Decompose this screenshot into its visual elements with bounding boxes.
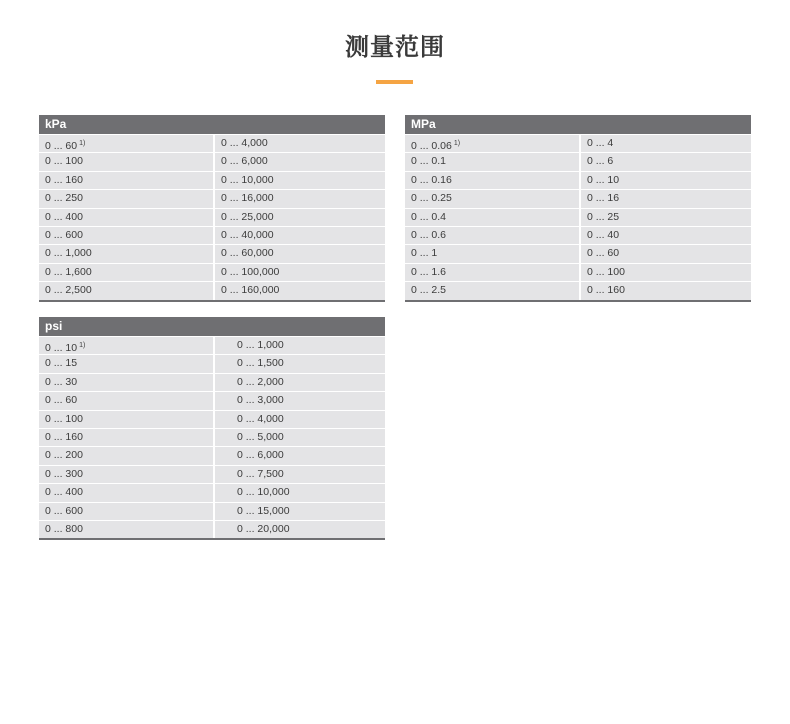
range-cell-right: 0 ... 60,000 [221,247,274,260]
range-value: 0 ... 600 [45,504,83,517]
range-value: 0 ... 0.16 [411,173,452,186]
range-cell-left [39,282,215,299]
table-row [405,189,751,207]
range-cell-right: 0 ... 1,500 [237,357,284,370]
table-row [39,428,385,446]
table-row [39,263,385,281]
range-cell-left [39,245,215,262]
range-value: 0 ... 30 [45,375,78,388]
range-cell-left [39,337,215,354]
kpa-range-table [39,115,385,302]
page-title: 测量范围 [345,33,445,61]
range-cell-left [405,135,581,152]
mpa-table-header: MPa [405,115,751,134]
range-cell-right: 0 ... 160,000 [221,284,280,297]
range-cell-right: 0 ... 40 [587,228,620,241]
range-value: 0 ... 100 [45,412,83,425]
range-value: 0 ... 60 [45,140,78,152]
title-underline [376,80,413,84]
range-cell-right: 0 ... 10,000 [237,486,290,499]
table-row [39,244,385,262]
table-row [405,263,751,281]
footnote-marker: 1) [453,140,461,147]
table-row [39,226,385,244]
range-value: 0 ... 1,000 [45,247,92,260]
range-value: 0 ... 400 [45,210,83,223]
range-cell-right: 0 ... 1,000 [237,339,284,351]
range-cell-right: 0 ... 2,000 [237,375,284,388]
range-cell-left [405,153,581,170]
range-cell-right: 0 ... 4,000 [221,137,268,149]
range-cell-right: 0 ... 6,000 [221,155,268,168]
table-row [39,502,385,520]
range-cell-left [405,172,581,189]
range-value: 0 ... 250 [45,192,83,205]
range-cell-left [39,466,215,483]
range-cell-right: 0 ... 20,000 [237,522,290,535]
table-row [39,446,385,464]
range-value: 0 ... 200 [45,449,83,462]
range-cell-right: 0 ... 100,000 [221,265,280,278]
range-cell-left [39,447,215,464]
range-cell-left [39,227,215,244]
table-row [39,281,385,299]
range-value: 0 ... 300 [45,467,83,480]
table-row [39,391,385,409]
range-value: 0 ... 2.5 [411,284,447,297]
range-cell-left [405,209,581,226]
table-row [405,152,751,170]
range-cell-right: 0 ... 40,000 [221,228,274,241]
range-cell-left [405,190,581,207]
table-row [39,208,385,226]
footnote-marker: 1) [79,342,86,349]
kpa-table-header: kPa [39,115,385,134]
table-row [39,483,385,501]
table-row [39,134,385,152]
range-value: 0 ... 800 [45,522,83,535]
range-cell-left [39,172,215,189]
range-cell-left [405,282,581,299]
range-cell-left [39,374,215,391]
range-value: 0 ... 10 [45,342,78,354]
range-cell-left [39,411,215,428]
table-row [39,171,385,189]
table-row [39,410,385,428]
kpa-table-body [39,134,385,300]
range-cell-left [39,153,215,170]
range-cell-left [405,245,581,262]
range-cell-left [39,135,215,152]
range-cell-left [39,521,215,538]
table-row [39,354,385,372]
table-row [39,336,385,354]
range-value: 0 ... 0.25 [411,192,452,205]
range-cell-left [39,264,215,281]
range-cell-right: 0 ... 10,000 [221,173,274,186]
range-cell-right: 0 ... 6 [587,155,614,168]
mpa-table-body [405,134,751,300]
range-cell-left [39,209,215,226]
range-cell-left [39,190,215,207]
range-cell-right: 0 ... 15,000 [237,504,290,517]
range-cell-left [39,355,215,372]
table-row [405,134,751,152]
range-value: 0 ... 0.1 [411,155,447,168]
range-value: 0 ... 400 [45,486,83,499]
range-cell-left [39,503,215,520]
table-row [405,281,751,299]
range-cell-left [39,429,215,446]
range-value: 0 ... 100 [45,155,83,168]
range-cell-right: 0 ... 25,000 [221,210,274,223]
range-cell-right: 0 ... 60 [587,247,620,260]
range-value: 0 ... 0.06 [411,140,452,152]
range-cell-left [405,264,581,281]
range-cell-left [39,484,215,501]
range-value: 0 ... 2,500 [45,284,92,297]
range-value: 0 ... 160 [45,173,83,186]
range-value: 0 ... 15 [45,357,78,370]
table-row [405,171,751,189]
table-row [39,189,385,207]
range-value: 0 ... 1.6 [411,265,447,278]
range-cell-right: 0 ... 4 [587,137,614,149]
table-row [39,373,385,391]
table-row [405,226,751,244]
footnote-marker: 1) [79,140,86,147]
psi-range-table [39,317,385,540]
range-cell-right: 0 ... 4,000 [237,412,284,425]
range-cell-right: 0 ... 25 [587,210,620,223]
table-row [39,152,385,170]
range-cell-right: 0 ... 7,500 [237,467,284,480]
range-value: 0 ... 60 [45,394,78,407]
range-value: 0 ... 1 [411,247,438,260]
range-cell-right: 0 ... 16,000 [221,192,274,205]
table-row [405,208,751,226]
range-cell-left [39,392,215,409]
range-cell-right: 0 ... 160 [587,284,625,297]
range-cell-right: 0 ... 3,000 [237,394,284,407]
range-cell-right: 0 ... 16 [587,192,620,205]
range-cell-right: 0 ... 5,000 [237,430,284,443]
table-row [39,465,385,483]
psi-table-header: psi [39,317,385,336]
range-cell-right: 0 ... 6,000 [237,449,284,462]
range-value: 0 ... 1,600 [45,265,92,278]
range-value: 0 ... 0.6 [411,228,447,241]
range-cell-right: 0 ... 100 [587,265,625,278]
table-row [39,520,385,538]
range-value: 0 ... 160 [45,430,83,443]
psi-table-body [39,336,385,538]
mpa-range-table [405,115,751,302]
range-cell-left [405,227,581,244]
range-value: 0 ... 600 [45,228,83,241]
table-row [405,244,751,262]
range-cell-right: 0 ... 10 [587,173,620,186]
range-value: 0 ... 0.4 [411,210,447,223]
